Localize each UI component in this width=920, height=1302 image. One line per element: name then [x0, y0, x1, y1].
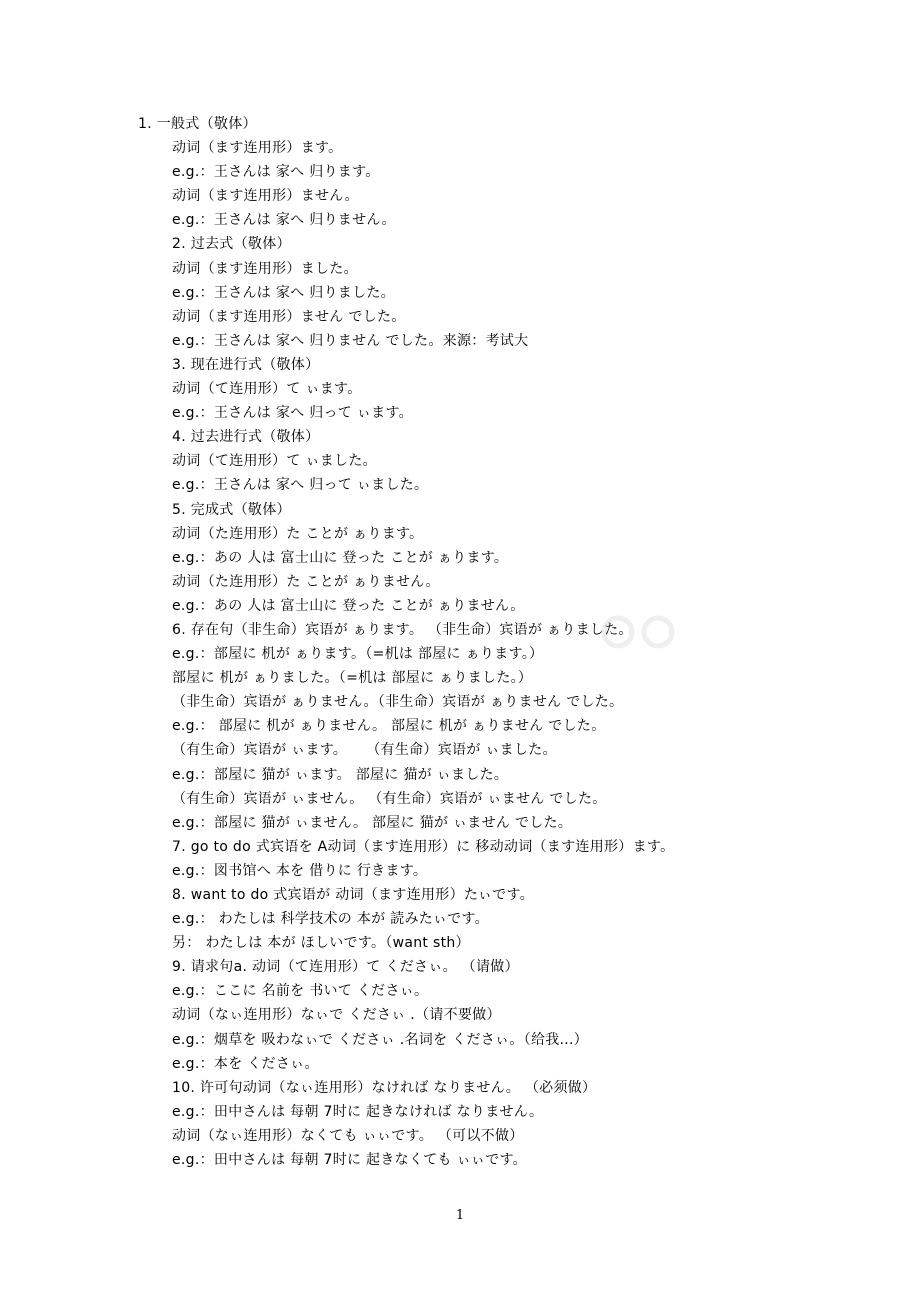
section-heading: 9. 请求句a. 动词（て连用形）て くださぃ。 （请做） — [172, 959, 519, 976]
example-line: e.g.：あの 人は 富士山に 登った ことが ぁります。 — [172, 549, 509, 566]
example-line: e.g.：王さんは 家へ 归りました。 — [172, 284, 395, 301]
text-line: 动词（なぃ连用形）なぃで くださぃ .（请不要做） — [172, 1007, 501, 1024]
section-heading: 8. want to do 式宾语が 动词（ます连用形）たぃです。 — [172, 887, 535, 903]
example-line: e.g.： わたしは 科学技术の 本が 読みたぃです。 — [172, 911, 489, 928]
text-line: 动词（ます连用形）ません でした。 — [172, 308, 406, 325]
example-line: e.g.：烟草を 吸わなぃで くださぃ .名词を くださぃ。（给我...） — [172, 1031, 589, 1048]
text-line: 动词（た连用形）た ことが ぁりません。 — [172, 573, 440, 590]
text-line: 动词（なぃ连用形）なくても ぃぃです。 （可以不做） — [172, 1127, 524, 1144]
example-line: e.g.：図书馆へ 本を 借りに 行きます。 — [172, 862, 428, 879]
example-line: e.g.：部屋に 机が ぁります。（=机は 部屋に ぁります。） — [172, 646, 544, 663]
section-heading: 2. 过去式（敬体） — [172, 236, 291, 253]
example-line: e.g.：王さんは 家へ 归ります。 — [172, 164, 380, 181]
section-heading: 3. 现在进行式（敬体） — [172, 356, 320, 373]
text-line: （有生命）宾语が ぃます。 （有生命）宾语が ぃました。 — [172, 742, 557, 759]
text-line: （有生命）宾语が ぃません。 （有生命）宾语が ぃません でした。 — [172, 790, 607, 807]
example-line: e.g.：ここに 名前を 书いて くださぃ。 — [172, 983, 429, 1000]
example-line: e.g.：王さんは 家へ 归って ぃます。 — [172, 405, 413, 422]
text-line: 另： わたしは 本が ほしいです。（want sth） — [172, 935, 470, 952]
text-line: 动词（ます连用形）ません。 — [172, 188, 359, 205]
section-heading: 1. 一般式（敬体） — [138, 116, 257, 132]
example-line: e.g.：王さんは 家へ 归りません。 — [172, 212, 396, 229]
document-body — [0, 112, 920, 1172]
text-line: 动词（た连用形）た ことが ぁります。 — [172, 525, 424, 542]
page-number: 1 — [455, 1208, 465, 1223]
text-line: 部屋に 机が ぁりました。（=机は 部屋に ぁりました。） — [172, 670, 533, 687]
example-line: e.g.：王さんは 家へ 归りません でした。来源：考试大 — [172, 332, 529, 349]
example-line: e.g.：本を くださぃ。 — [172, 1055, 319, 1072]
text-line: 动词（て连用形）て ぃました。 — [172, 453, 377, 470]
example-line: e.g.：部屋に 猫が ぃます。 部屋に 猫が ぃました。 — [172, 766, 509, 783]
text-line: 动词（ます连用形）ました。 — [172, 260, 358, 277]
example-line: e.g.： 部屋に 机が ぁりません。 部屋に 机が ぁりません でした。 — [172, 718, 606, 735]
example-line: e.g.：田中さんは 每朝 7时に 起きなくても ぃぃです。 — [172, 1152, 527, 1169]
text-line: 动词（ます连用形）ます。 — [172, 140, 343, 157]
text-line: （非生命）宾语が ぁりません。（非生命）宾语が ぁりません でした。 — [172, 694, 624, 711]
section-heading: 7. go to do 式宾语を A动词（ます连用形）に 移动动词（ます连用形）ます。 — [172, 838, 675, 855]
section-heading: 5. 完成式（敬体） — [172, 501, 291, 518]
example-line: e.g.：あの 人は 富士山に 登った ことが ぁりません。 — [172, 597, 525, 614]
example-line: e.g.：王さんは 家へ 归って ぃました。 — [172, 477, 429, 494]
example-line: e.g.：部屋に 猫が ぃません。 部屋に 猫が ぃません でした。 — [172, 814, 573, 831]
section-heading: 6. 存在句（非生命）宾语が ぁります。 （非生命）宾语が ぁりました。 — [172, 621, 633, 638]
example-line: e.g.：田中さんは 每朝 7时に 起きなければ なりません。 — [172, 1103, 544, 1120]
text-line: 动词（て连用形）て ぃます。 — [172, 381, 362, 398]
section-heading: 10. 许可句动词（なぃ连用形）なければ なりません。 （必须做） — [172, 1079, 597, 1096]
section-heading: 4. 过去进行式（敬体） — [172, 429, 320, 446]
